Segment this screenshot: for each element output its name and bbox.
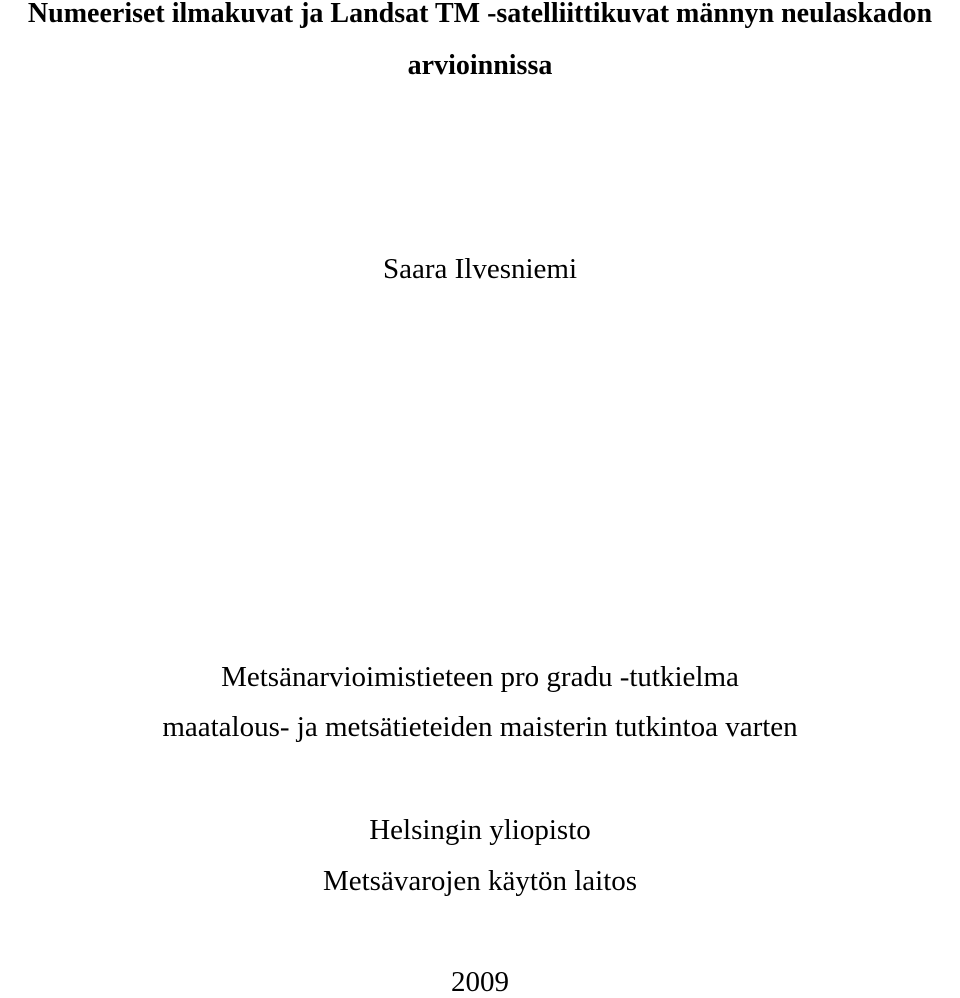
author-name: Saara Ilvesniemi <box>382 253 578 285</box>
publication-year: 2009 <box>451 966 509 998</box>
title-line-1: Numeeriset ilmakuvat ja Landsat TM -satelliittikuvat männyn neulaskadon <box>27 0 933 29</box>
department-name: Metsävarojen käytön laitos <box>322 865 638 897</box>
university-name: Helsingin yliopisto <box>369 814 591 846</box>
title-line-2: arvioinnissa <box>407 50 553 81</box>
thesis-type: Metsänarvioimistieteen pro gradu -tutkielma <box>221 661 739 693</box>
degree-description: maatalous- ja metsätieteiden maisterin tutkintoa varten <box>162 711 798 743</box>
